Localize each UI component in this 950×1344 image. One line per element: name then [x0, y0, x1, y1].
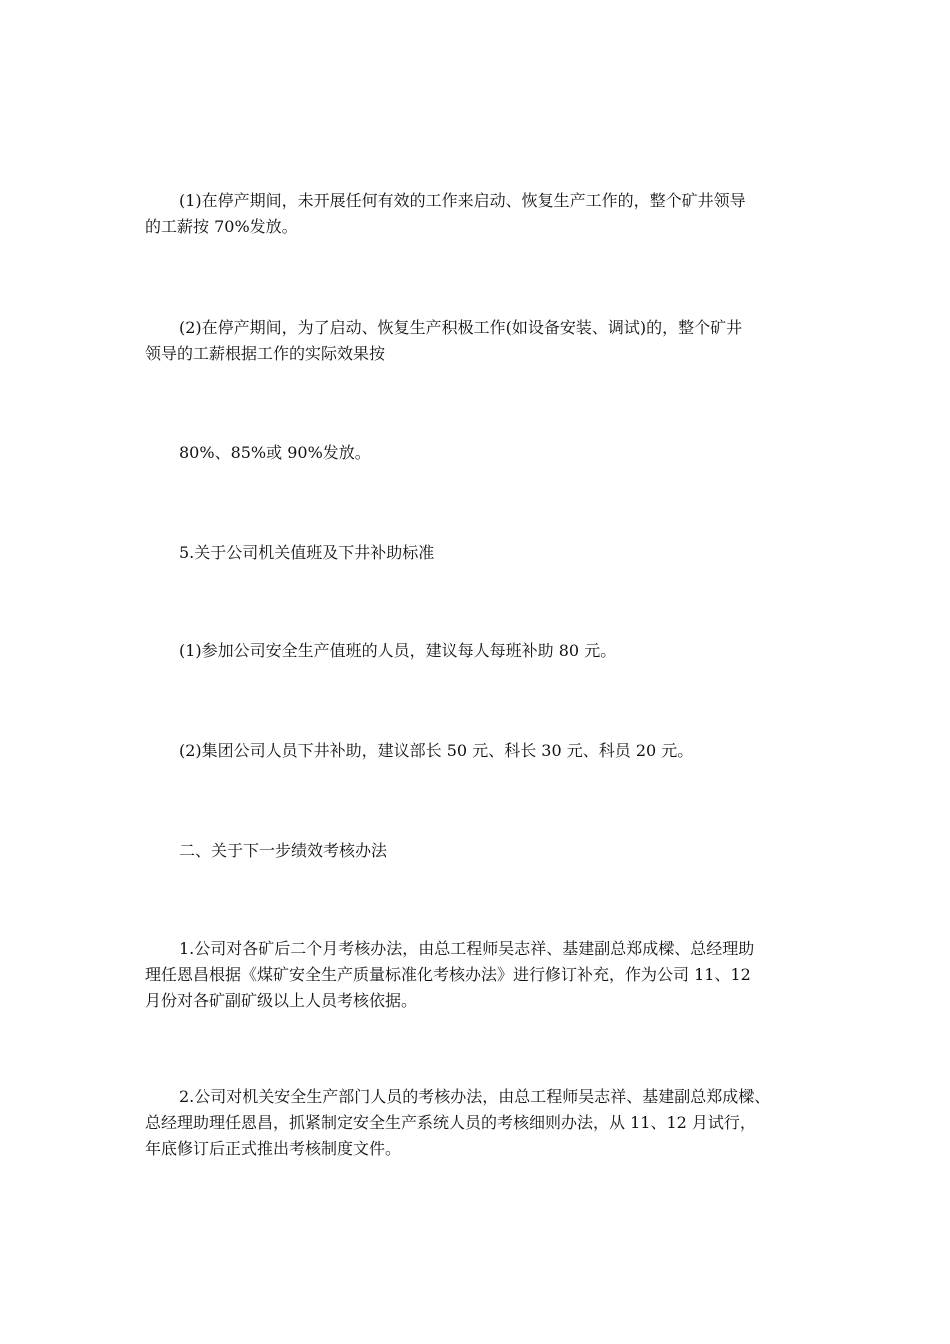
paragraph-7 — [145, 838, 810, 864]
paragraph-3-line-1: 80%、85%或 90%发放。 — [179, 443, 371, 462]
paragraph-9-line-1: 2.公司对机关安全生产部门人员的考核办法，由总工程师吴志祥、基建副总郑成樑、 — [179, 1087, 771, 1106]
paragraph-1-line-2: 的工薪按 70%发放。 — [145, 217, 298, 236]
paragraph-8-line-1: 1.公司对各矿后二个月考核办法，由总工程师吴志祥、基建副总郑成樑、总经理助 — [179, 939, 755, 958]
paragraph-2-line-2: 领导的工薪根据工作的实际效果按 — [145, 344, 386, 363]
paragraph-5-line-1: (1)参加公司安全生产值班的人员，建议每人每班补助 80 元。 — [179, 641, 617, 660]
paragraph-1 — [145, 188, 810, 240]
section-heading-5: 5.关于公司机关值班及下井补助标准 — [179, 543, 435, 562]
paragraph-5 — [145, 638, 810, 664]
paragraph-8-line-2: 理任恩昌根据《煤矿安全生产质量标准化考核办法》进行修订补充，作为公司 11、12 — [145, 965, 751, 984]
section-heading-2: 二、关于下一步绩效考核办法 — [179, 841, 388, 860]
paragraph-9-line-3: 年底修订后正式推出考核制度文件。 — [145, 1139, 402, 1158]
paragraph-8-line-3: 月份对各矿副矿级以上人员考核依据。 — [145, 991, 418, 1010]
paragraph-9 — [145, 1084, 810, 1162]
paragraph-4 — [145, 540, 810, 566]
paragraph-3 — [145, 440, 810, 466]
paragraph-8 — [145, 936, 810, 1014]
paragraph-2-line-1: (2)在停产期间，为了启动、恢复生产积极工作(如设备安装、调试)的，整个矿井 — [179, 318, 743, 337]
paragraph-9-line-2: 总经理助理任恩昌，抓紧制定安全生产系统人员的考核细则办法，从 11、12 月试行， — [145, 1113, 756, 1132]
paragraph-1-line-1: (1)在停产期间，未开展任何有效的工作来启动、恢复生产工作的，整个矿井领导 — [179, 191, 746, 210]
paragraph-6 — [145, 738, 810, 764]
paragraph-6-line-1: (2)集团公司人员下井补助，建议部长 50 元、科长 30 元、科员 20 元。 — [179, 741, 694, 760]
paragraph-2 — [145, 315, 810, 367]
